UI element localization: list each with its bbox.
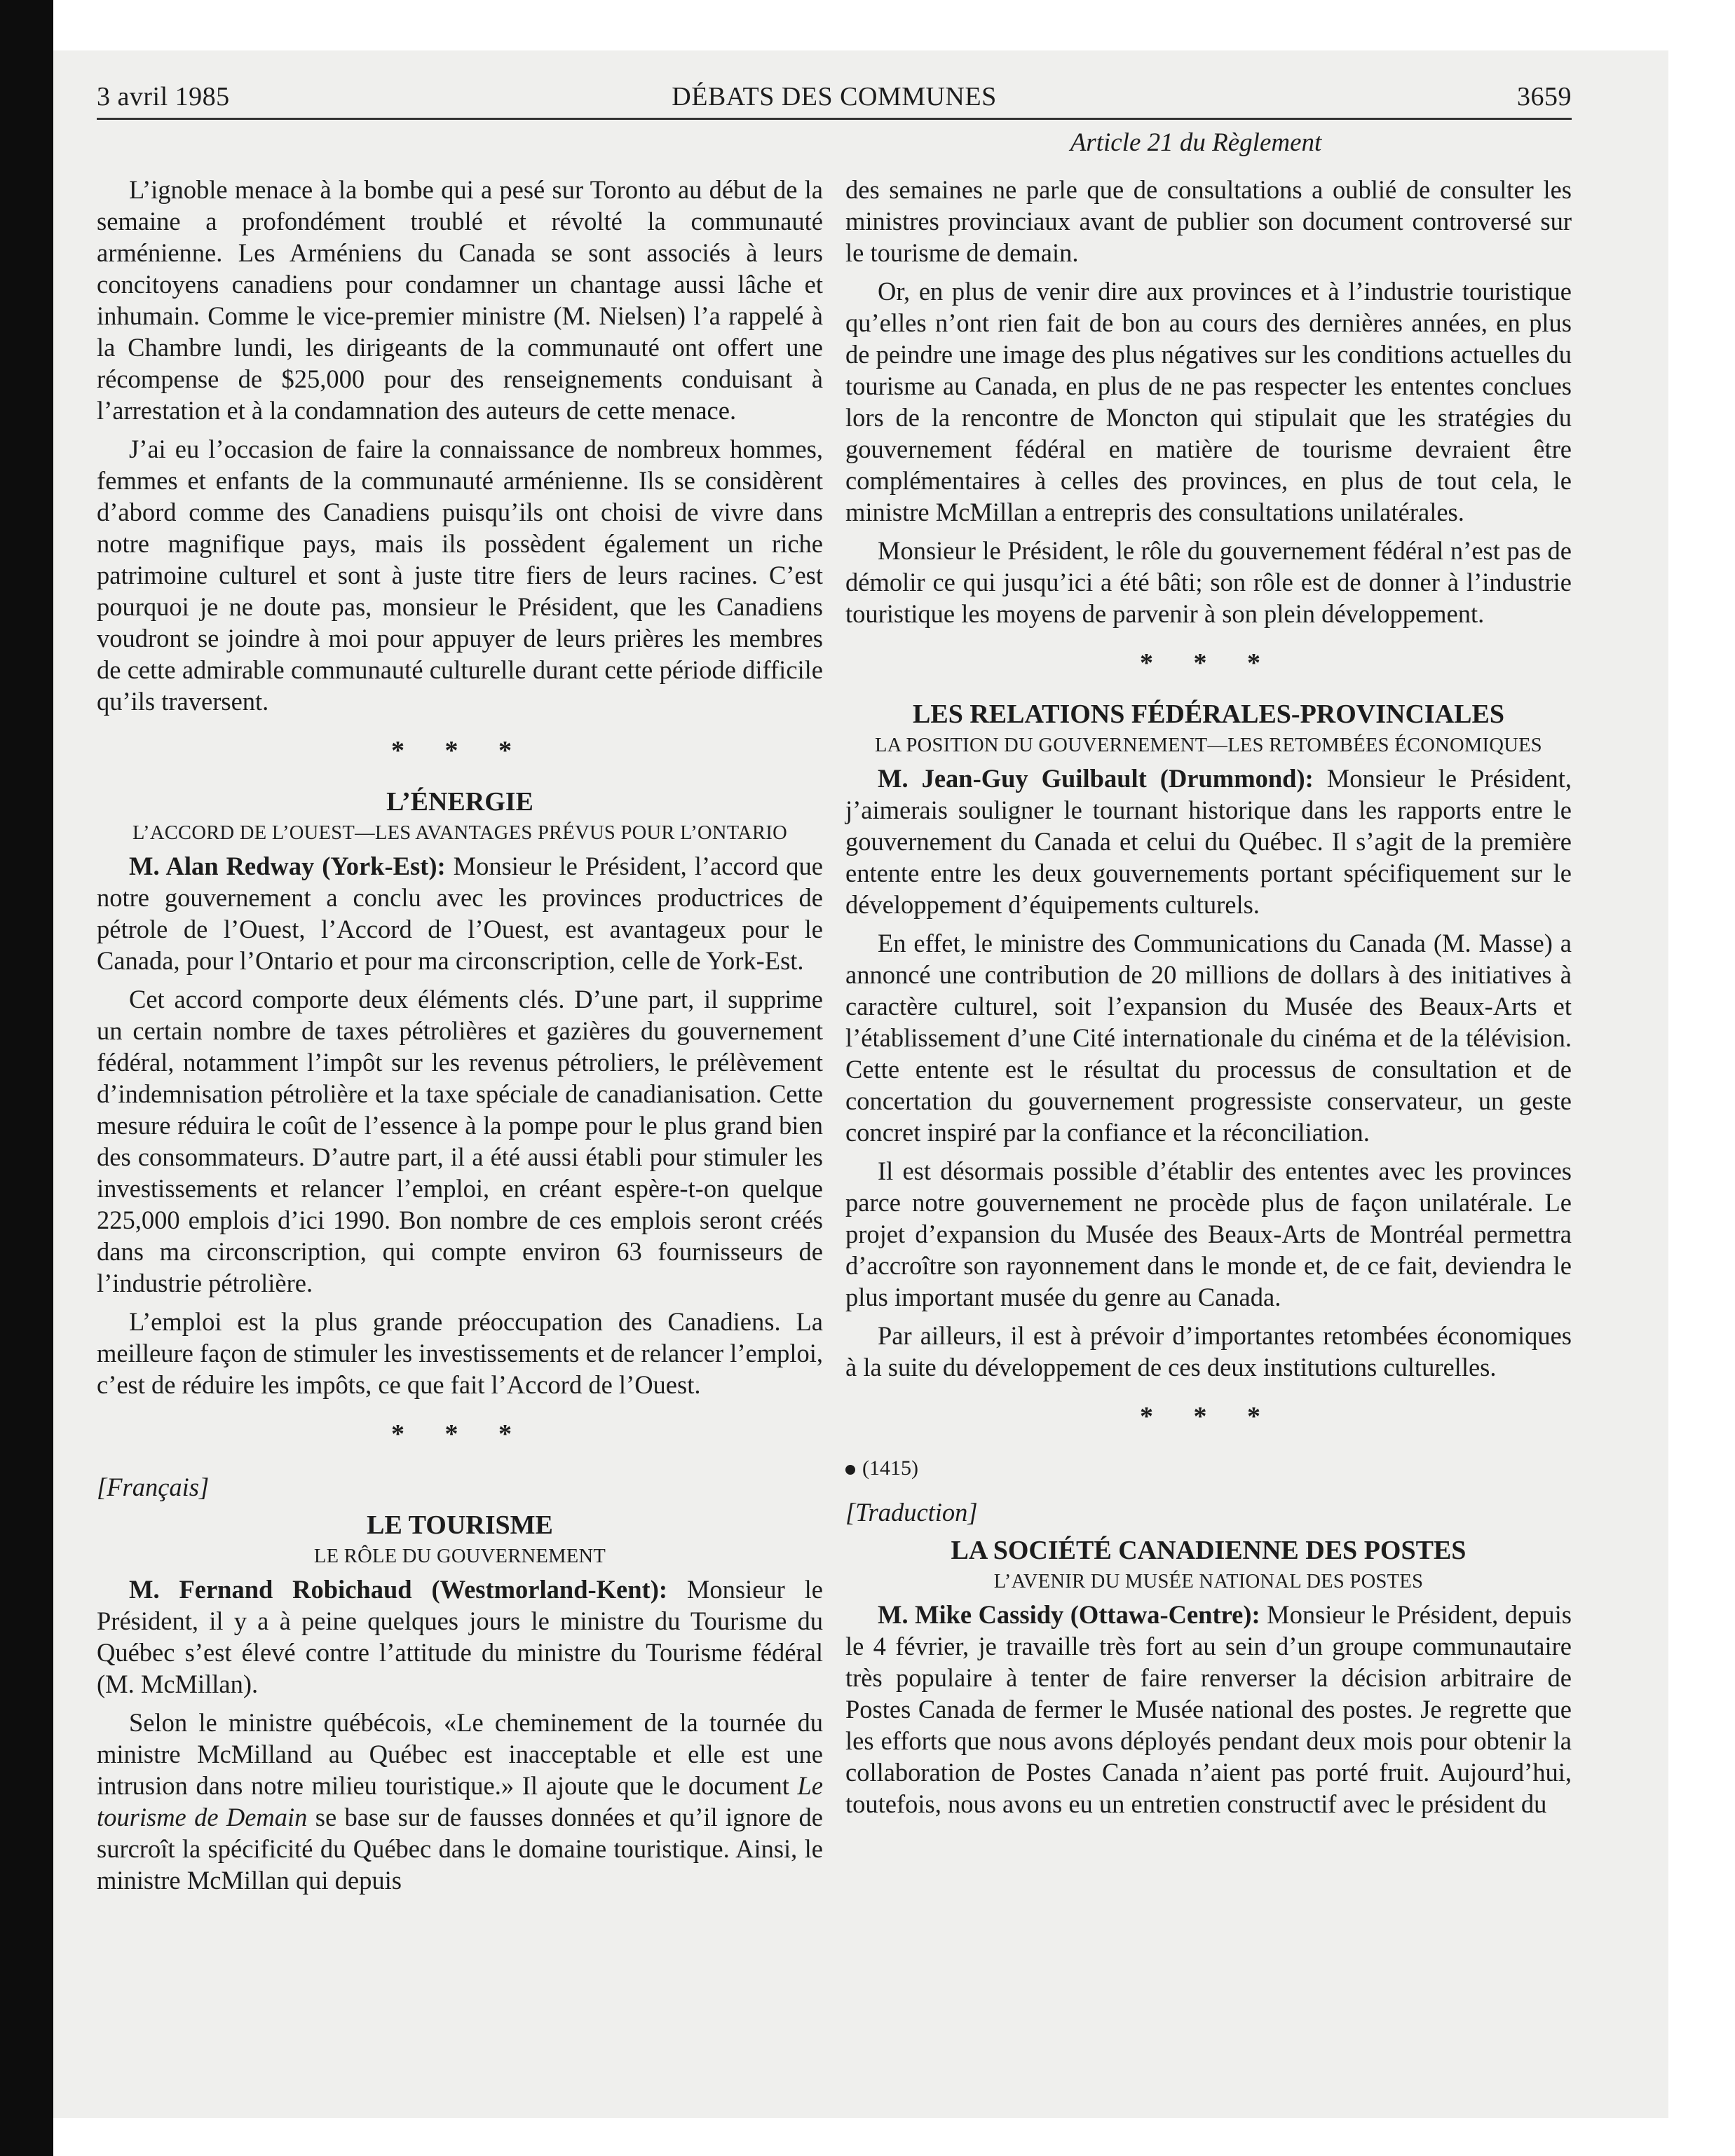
redway-text-1: Monsieur le Président, l’accord que notre gouvernement a conclu avec les provinces productrices de pétrole de l’Ouest, l’Accord de l’Ouest, est avantageux pour le Canada, pour l’Ontario et pour ma circonscription, celle de York-Est. [97,852,824,975]
redway-paragraph-1 [97,850,823,976]
running-header [97,76,1572,120]
redway-paragraph-2: Cet accord comporte deux éléments clés. D’une part, il supprime un certain nombre de taxes pétrolières et gazières du gouvernement fédéral, notamment l’impôt sur les revenus pétroliers, le prélèvement d’indemnisation pétrolière et la taxe spéciale de canadianisation. Cette mesure réduira le coût de l’essence à la pompe pour le plus grand bien des consommateurs. D’autre part, il a été aussi établi pour stimuler les investissements et relancer l’emploi, en créant espère-t-on quelque 225,000 emplois d’ici 1990. Bon nombre de ces emplois seront créés dans ma circonscription, qui compte environ 63 fournisseurs de l’industrie pétrolière. [97,985,823,1297]
speaker-redway: M. Alan Redway (York-Est): [129,852,446,880]
guilbault-paragraph-2: En effet, le ministre des Communications du Canada (M. Masse) a annoncé une contribution de 20 millions de dollars à des initiatives à caractère culturel, soit l’expansion du Musée des Beaux-Arts et l’établissement d’une Cité internationale du cinéma et de la télévision. Cette entente est le résultat du processus de consultation et de concertation du gouvernement progressiste conservateur, un geste concret inspiré par la confiance et la réconciliation. [845,929,1572,1147]
tourisme-paragraph-3: Monsieur le Président, le rôle du gouvernement fédéral n’est pas de démolir ce qui jusqu’ici a été bâti; son rôle est de donner à l’industrie touristique les moyens de parvenir à son plein développement. [845,536,1572,628]
speaker-guilbault: M. Jean-Guy Guilbault (Drummond): [878,764,1314,793]
bullet-dot-icon [845,1465,855,1475]
section-separator: * * * [391,736,529,765]
language-marker-francais: [Français] [97,1473,210,1501]
header-date: 3 avril 1985 [97,82,230,111]
scan-binding-edge [0,0,53,2156]
postes-subheading: L’AVENIR DU MUSÉE NATIONAL DES POSTES [993,1571,1424,1592]
relations-subheading: LA POSITION DU GOUVERNEMENT—LES RETOMBÉES ÉCONOMIQUES [875,735,1542,756]
armenian-paragraph-2: J’ai eu l’occasion de faire la connaissance de nombreux hommes, femmes et enfants de la communauté arménienne. Ils se considèrent d’abord comme des Canadiens puisqu’ils ont choisi de vivre dans notre magnifique pays, mais ils possèdent également un riche patrimoine culturel et sont à juste titre fiers de leurs racines. C’est pourquoi je ne doute pas, monsieur le Président, que les Canadiens voudront se joindre à moi pour appuyer de leurs prières les membres de cette admirable communauté culturelle durant cette période difficile qu’ils traversent. [97,435,823,716]
cassidy-text-1: Monsieur le Président, depuis le 4 février, je travaille très fort au sein d’un groupe communautaire très populaire à tenter de faire renverser la décision arbitraire de Postes Canada de fermer le Musée national des postes. Je regrette que les efforts que nous avons déployés pendant deux mois pour obtenir la collaboration de Postes Canada n’aient pas porté fruit. Aujourd’hui, toutefois, nous avons eu un entretien constructif avec le président du [845,1600,1572,1818]
tourisme-continued-paragraph: des semaines ne parle que de consultations a oublié de consulter les ministres provinciaux avant de publier son document controversé sur le tourisme de demain. [845,175,1572,267]
section-subheader: Article 21 du Règlement [1070,128,1322,157]
language-marker-traduction: [Traduction] [845,1498,978,1527]
tourisme-heading: LE TOURISME [367,1510,553,1540]
left-column [97,174,823,1903]
header-page-number: 3659 [1517,82,1572,111]
section-separator: * * * [391,1419,529,1449]
document-title-italic: Le tourisme de Demain [97,1771,823,1831]
relations-heading: LES RELATIONS FÉDÉRALES-PROVINCIALES [913,700,1504,729]
guilbault-text-1: Monsieur le Président, j’aimerais souligner le tournant historique dans les rapports entre le gouvernement du Canada et celui du Québec. Il s’agit de la première entente entre les deux gouvernements portant spécifiquement sur le développement d’équipements culturels. [845,764,1572,919]
scan-top-margin [0,0,1735,50]
timestamp-text: (1415) [862,1456,918,1480]
robichaud-paragraph-2 [97,1707,823,1896]
robichaud-text-2a: Selon le ministre québécois, «Le cheminement de la tournée du ministre McMilland au Québec est inacceptable et elle est une intrusion dans notre milieu touristique.» Il ajoute que le document [97,1708,823,1800]
guilbault-paragraph-3: Il est désormais possible d’établir des ententes avec les provinces parce notre gouvernement ne procède plus de façon unilatérale. Le projet d’expansion du Musée des Beaux-Arts de Montréal permettra d’accroître son rayonnement dans le monde et, de ce fait, deviendra le plus important musée du genre au Canada. [845,1157,1572,1311]
postes-heading: LA SOCIÉTÉ CANADIENNE DES POSTES [951,1536,1467,1565]
energie-heading: L’ÉNERGIE [386,787,533,817]
right-column [845,174,1572,1827]
armenian-paragraph-1: L’ignoble menace à la bombe qui a pesé sur Toronto au début de la semaine a profondément troublé et révolté la communauté arménienne. Les Arméniens du Canada se sont associés à leurs concitoyens canadiens pour condamner un chantage aussi lâche et inhumain. Comme le vice-premier ministre (M. Nielsen) l’a rappelé à la Chambre lundi, les dirigeants de la communauté ont offert une récompense de $25,000 pour des renseignements conduisant à l’arrestation et à la condamnation des auteurs de cette menace. [97,175,823,425]
robichaud-text-1: Monsieur le Président, il y a à peine quelques jours le ministre du Tourisme du Québec s’est élevé contre l’attitude du ministre du Tourisme fédéral (M. McMillan). [97,1575,823,1698]
section-separator: * * * [1140,1402,1277,1431]
robichaud-paragraph-1 [97,1574,823,1700]
redway-paragraph-3: L’emploi est la plus grande préoccupation des Canadiens. La meilleure façon de stimuler les investissements et de relancer l’emploi, c’est de réduire les impôts, ce que fait l’Accord de l’Ouest. [97,1307,823,1399]
header-title: DÉBATS DES COMMUNES [672,82,997,111]
speaker-robichaud: M. Fernand Robichaud (Westmorland-Kent): [129,1575,667,1604]
section-separator: * * * [1140,648,1277,678]
cassidy-paragraph-1 [845,1599,1572,1820]
speaker-cassidy: M. Mike Cassidy (Ottawa-Centre): [878,1600,1260,1629]
guilbault-paragraph-4: Par ailleurs, il est à prévoir d’importantes retombées économiques à la suite du développement de ces deux institutions culturelles. [845,1321,1572,1381]
tourisme-subheading: LE RÔLE DU GOUVERNEMENT [313,1546,606,1567]
energie-subheading: L’ACCORD DE L’OUEST—LES AVANTAGES PRÉVUS POUR L’ONTARIO [132,822,788,844]
guilbault-paragraph-1 [845,763,1572,920]
tourisme-paragraph-2: Or, en plus de venir dire aux provinces et à l’industrie touristique qu’elles n’ont rien fait de bon au cours des dernières années, en plus de peindre une image des plus négatives sur les conditions actuelles du tourisme au Canada, en plus de ne pas respecter les ententes conclues lors de la rencontre de Moncton qui stipulait que les stratégies du gouvernement fédéral en matière de tourisme devraient être complémentaires à celles des provinces, en plus de tout cela, le ministre McMillan a entrepris des consultations unilatérales. [845,277,1572,526]
robichaud-text-2b: se base sur de fausses données et qu’il ignore de surcroît la spécificité du Québec dans le domaine touristique. Ainsi, le ministre McMillan qui depuis [97,1803,823,1895]
timestamp [845,1452,1572,1484]
